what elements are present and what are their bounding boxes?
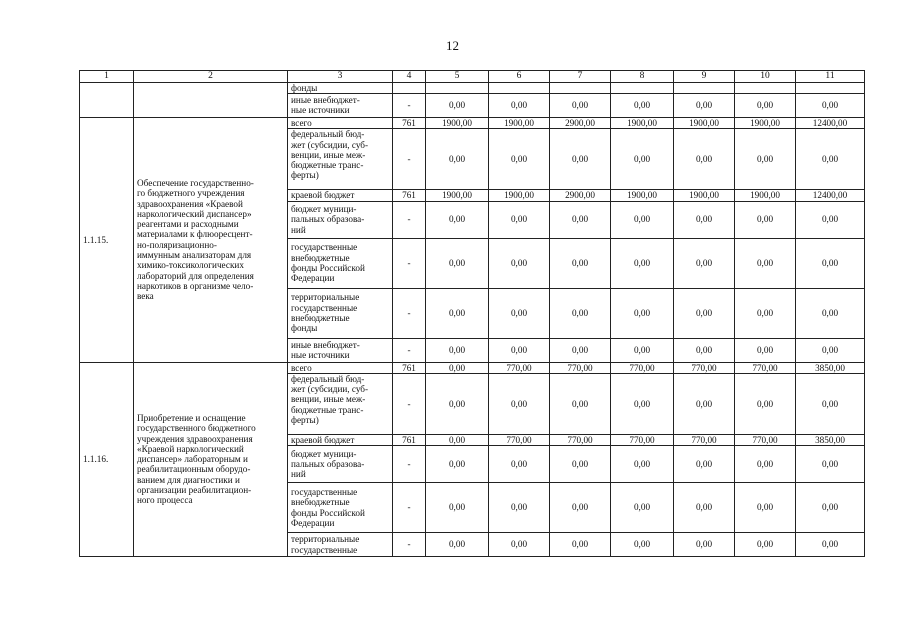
funding-source: государственные внебюджетные фонды Российской Федерации xyxy=(288,483,393,533)
empty-cell xyxy=(489,82,550,93)
amount-cell: 0,00 xyxy=(550,483,611,533)
amount-cell: 0,00 xyxy=(735,446,796,483)
amount-cell: 0,00 xyxy=(735,201,796,238)
amount-cell: 770,00 xyxy=(550,362,611,373)
amount-cell: 770,00 xyxy=(674,362,735,373)
funding-source: иные внебюджет- ные источники xyxy=(288,93,393,117)
amount-cell: 0,00 xyxy=(426,201,489,238)
empty-cell xyxy=(796,82,865,93)
column-number-6: 6 xyxy=(489,71,550,83)
amount-cell: 0,00 xyxy=(611,288,674,338)
amount-cell: 0,00 xyxy=(426,93,489,117)
amount-cell: 0,00 xyxy=(611,446,674,483)
amount-cell: 0,00 xyxy=(489,93,550,117)
amount-cell: 0,00 xyxy=(611,129,674,190)
amount-cell: 0,00 xyxy=(489,338,550,362)
amount-cell: 0,00 xyxy=(796,238,865,288)
measure-name: Приобретение и оснащение государственного бюджетного учреждения здравоохранения «Краевой наркологический диспансер» лабораторным и реабилитационным оборудо- ванием для диагностики и организации реабилитацион- ного процесса xyxy=(134,362,288,557)
amount-cell: 0,00 xyxy=(674,373,735,434)
kbk-code: - xyxy=(393,201,426,238)
funding-source: фонды xyxy=(288,82,393,93)
amount-cell: 0,00 xyxy=(735,129,796,190)
amount-cell: 0,00 xyxy=(550,338,611,362)
amount-cell: 12400,00 xyxy=(796,117,865,128)
funding-source: территориальные государственные внебюджетные фонды xyxy=(288,288,393,338)
amount-cell: 0,00 xyxy=(674,93,735,117)
amount-cell: 1900,00 xyxy=(611,190,674,201)
empty-cell xyxy=(393,82,426,93)
amount-cell: 0,00 xyxy=(550,446,611,483)
amount-cell: 0,00 xyxy=(735,373,796,434)
column-number-11: 11 xyxy=(796,71,865,83)
amount-cell: 0,00 xyxy=(796,288,865,338)
empty-cell xyxy=(550,82,611,93)
amount-cell: 0,00 xyxy=(426,373,489,434)
kbk-code: - xyxy=(393,288,426,338)
amount-cell: 1900,00 xyxy=(674,117,735,128)
amount-cell: 0,00 xyxy=(674,201,735,238)
kbk-code: - xyxy=(393,93,426,117)
amount-cell: 0,00 xyxy=(735,93,796,117)
amount-cell: 0,00 xyxy=(611,93,674,117)
amount-cell: 0,00 xyxy=(489,288,550,338)
amount-cell: 0,00 xyxy=(796,483,865,533)
measure-code: 1.1.15. xyxy=(80,117,134,362)
column-number-4: 4 xyxy=(393,71,426,83)
amount-cell: 770,00 xyxy=(735,362,796,373)
funding-source: краевой бюджет xyxy=(288,190,393,201)
amount-cell: 0,00 xyxy=(796,129,865,190)
funding-source: всего xyxy=(288,117,393,128)
amount-cell: 0,00 xyxy=(674,129,735,190)
amount-cell: 0,00 xyxy=(426,446,489,483)
budget-row xyxy=(80,117,865,128)
amount-cell: 0,00 xyxy=(735,338,796,362)
amount-cell: 2900,00 xyxy=(550,190,611,201)
amount-cell: 0,00 xyxy=(426,338,489,362)
column-number-9: 9 xyxy=(674,71,735,83)
measure-name: Обеспечение государственно- го бюджетного учреждения здравоохранения «Краевой наркологический диспансер» реагентами и расходными материалами к флюоресцент- но-поляризационно- иммунным анализаторам для химико-токсикологических лабораторий для определения наркотиков в организме чело- века xyxy=(134,117,288,362)
amount-cell: 0,00 xyxy=(796,373,865,434)
funding-source: бюджет муници- пальных образова- ний xyxy=(288,446,393,483)
amount-cell: 770,00 xyxy=(611,362,674,373)
funding-source: федеральный бюд- жет (субсидии, суб- венции, иные меж- бюджетные транс- ферты) xyxy=(288,129,393,190)
amount-cell: 0,00 xyxy=(796,446,865,483)
empty-cell xyxy=(134,82,288,117)
empty-cell xyxy=(426,82,489,93)
column-number-7: 7 xyxy=(550,71,611,83)
amount-cell: 1900,00 xyxy=(489,117,550,128)
empty-cell xyxy=(611,82,674,93)
column-number-8: 8 xyxy=(611,71,674,83)
amount-cell: 1900,00 xyxy=(735,117,796,128)
kbk-code: - xyxy=(393,483,426,533)
amount-cell: 0,00 xyxy=(426,238,489,288)
amount-cell: 0,00 xyxy=(426,533,489,557)
amount-cell: 770,00 xyxy=(611,434,674,445)
empty-cell xyxy=(674,82,735,93)
amount-cell: 0,00 xyxy=(796,338,865,362)
amount-cell: 1900,00 xyxy=(735,190,796,201)
amount-cell: 1900,00 xyxy=(426,117,489,128)
funding-source: всего xyxy=(288,362,393,373)
amount-cell: 0,00 xyxy=(611,238,674,288)
amount-cell: 0,00 xyxy=(550,238,611,288)
funding-source: государственные внебюджетные фонды Российской Федерации xyxy=(288,238,393,288)
page-number: 12 xyxy=(446,38,459,53)
amount-cell: 1900,00 xyxy=(426,190,489,201)
amount-cell: 3850,00 xyxy=(796,362,865,373)
amount-cell: 0,00 xyxy=(674,288,735,338)
amount-cell: 770,00 xyxy=(489,434,550,445)
amount-cell: 12400,00 xyxy=(796,190,865,201)
amount-cell: 0,00 xyxy=(611,201,674,238)
kbk-code: - xyxy=(393,373,426,434)
amount-cell: 0,00 xyxy=(550,533,611,557)
amount-cell: 0,00 xyxy=(489,483,550,533)
amount-cell: 3850,00 xyxy=(796,434,865,445)
kbk-code: - xyxy=(393,238,426,288)
kbk-code: - xyxy=(393,446,426,483)
amount-cell: 0,00 xyxy=(489,129,550,190)
kbk-code: 761 xyxy=(393,190,426,201)
amount-cell: 0,00 xyxy=(735,238,796,288)
column-number-5: 5 xyxy=(426,71,489,83)
amount-cell: 0,00 xyxy=(674,338,735,362)
amount-cell: 0,00 xyxy=(611,373,674,434)
amount-cell: 0,00 xyxy=(611,338,674,362)
amount-cell: 0,00 xyxy=(796,201,865,238)
amount-cell: 0,00 xyxy=(489,201,550,238)
amount-cell: 0,00 xyxy=(489,446,550,483)
amount-cell: 0,00 xyxy=(735,288,796,338)
amount-cell: 0,00 xyxy=(426,434,489,445)
amount-cell: 0,00 xyxy=(489,373,550,434)
amount-cell: 0,00 xyxy=(796,533,865,557)
funding-source: краевой бюджет xyxy=(288,434,393,445)
kbk-code: 761 xyxy=(393,362,426,373)
header-row xyxy=(80,71,865,83)
amount-cell: 0,00 xyxy=(674,446,735,483)
kbk-code: - xyxy=(393,338,426,362)
kbk-code: - xyxy=(393,533,426,557)
amount-cell: 770,00 xyxy=(735,434,796,445)
funding-source: бюджет муници- пальных образова- ний xyxy=(288,201,393,238)
amount-cell: 0,00 xyxy=(489,533,550,557)
amount-cell: 0,00 xyxy=(735,483,796,533)
amount-cell: 0,00 xyxy=(674,483,735,533)
amount-cell: 770,00 xyxy=(674,434,735,445)
amount-cell: 0,00 xyxy=(426,483,489,533)
kbk-code: 761 xyxy=(393,117,426,128)
amount-cell: 0,00 xyxy=(550,288,611,338)
funding-source: иные внебюджет- ные источники xyxy=(288,338,393,362)
amount-cell: 0,00 xyxy=(426,129,489,190)
amount-cell: 0,00 xyxy=(489,238,550,288)
budget-row xyxy=(80,362,865,373)
amount-cell: 0,00 xyxy=(674,533,735,557)
amount-cell: 0,00 xyxy=(550,373,611,434)
amount-cell: 0,00 xyxy=(550,93,611,117)
empty-cell xyxy=(735,82,796,93)
amount-cell: 0,00 xyxy=(611,483,674,533)
amount-cell: 770,00 xyxy=(550,434,611,445)
budget-table xyxy=(79,70,865,557)
amount-cell: 0,00 xyxy=(611,533,674,557)
empty-cell xyxy=(80,82,134,117)
column-number-2: 2 xyxy=(134,71,288,83)
amount-cell: 0,00 xyxy=(426,288,489,338)
column-number-3: 3 xyxy=(288,71,393,83)
column-number-10: 10 xyxy=(735,71,796,83)
amount-cell: 1900,00 xyxy=(674,190,735,201)
amount-cell: 0,00 xyxy=(735,533,796,557)
amount-cell: 1900,00 xyxy=(489,190,550,201)
column-number-1: 1 xyxy=(80,71,134,83)
funding-source: федеральный бюд- жет (субсидии, суб- венции, иные меж- бюджетные транс- ферты) xyxy=(288,373,393,434)
amount-cell: 2900,00 xyxy=(550,117,611,128)
amount-cell: 0,00 xyxy=(674,238,735,288)
kbk-code: - xyxy=(393,129,426,190)
amount-cell: 1900,00 xyxy=(611,117,674,128)
measure-code: 1.1.16. xyxy=(80,362,134,557)
amount-cell: 0,00 xyxy=(550,129,611,190)
amount-cell: 0,00 xyxy=(550,201,611,238)
kbk-code: 761 xyxy=(393,434,426,445)
amount-cell: 0,00 xyxy=(796,93,865,117)
continuation-row xyxy=(80,82,865,93)
funding-source: территориальные государственные xyxy=(288,533,393,557)
amount-cell: 0,00 xyxy=(426,362,489,373)
amount-cell: 770,00 xyxy=(489,362,550,373)
